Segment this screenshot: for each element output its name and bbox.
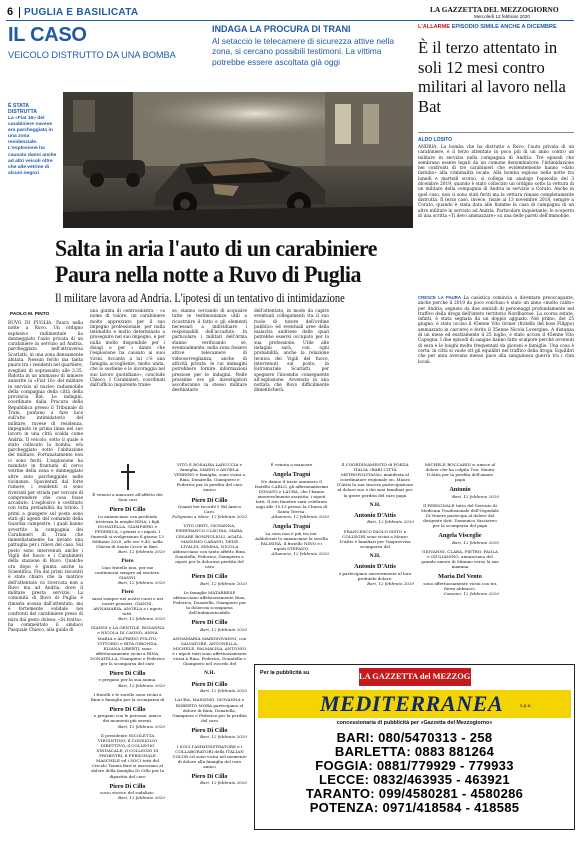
side-article-lead: CRESCE LA PAURA <box>418 295 461 300</box>
ad-intro: Per la pubblicità su <box>260 670 310 676</box>
photo-caption <box>8 103 58 177</box>
obituary-name: Piero Di Cillo <box>191 773 228 781</box>
obituary-notice <box>336 462 414 498</box>
obituary-date: Polignano a Mare, 12 febbraio 2020 <box>172 514 247 520</box>
obituary-date: Bari, 12 febbraio 2020 <box>367 519 414 525</box>
obituary-notice <box>172 744 247 769</box>
side-article-byline: ALDO LOSITO <box>418 137 453 143</box>
obituary-date: Bari, 12 febbraio 2020 <box>200 734 247 740</box>
ad-phone-foggia: FOGGIA: 0881/779929 - 779933 <box>315 758 514 773</box>
obituary-notice <box>172 681 247 694</box>
obituary-name: Piero Di Cillo <box>191 680 228 688</box>
main-subhead: Il militare lavora ad Andria. L'ipotesi di un tentativo di intimidazione <box>55 291 345 305</box>
obituary-notice <box>172 773 247 786</box>
photo-caption-title: È STATA DISTRUTTA <box>8 103 38 115</box>
obituary-text: Il COORDINAMENTO di FORZA ITALIA «BARI CITTÀ METROPOLITANA» manifesta al coordinatore regionale on. Mauro D'Attis la sua sincera partecipazione al dolore suo e dei suoi familiari per la grave perdita del caro papà <box>336 462 414 498</box>
issue-date: Mercoledì 12 febbraio 2020 <box>474 14 530 19</box>
ad-phone-bari: BARI: 080/5470313 - 258 <box>336 730 493 745</box>
obituary-date: Bari, 12 febbraio 2020 <box>118 795 165 801</box>
ad-logo-band <box>258 690 571 718</box>
obituary-name: Piero Di Cillo <box>109 670 146 678</box>
obituary-notice <box>90 589 165 621</box>
section-name: PUGLIA E BASILICATA <box>24 7 139 18</box>
obituary-date: Bari, 12 febbraio 2020 <box>367 581 414 587</box>
obituary-notice <box>172 636 247 667</box>
obituary-col-2 <box>172 462 247 828</box>
obituary-date: Bari, 12 febbraio 2020 <box>200 580 247 586</box>
kicker-subtitle: VEICOLO DISTRUTTO DA UNA BOMBA <box>8 50 176 60</box>
obituary-text: e pregano per la sua anima. <box>98 677 157 683</box>
obituary-date: Bari, 12 febbraio 2020 <box>452 493 499 499</box>
obituary-date: Bari, 12 febbraio 2020 <box>200 780 247 786</box>
side-article-body: ANDRIA. La bomba che ha distrutto a Ruvo, l'auto privata di un carabiniere, è il terzo attentato in poco più di un anno contro un militare in servizio nella compagnia di Andria. Tre episodi che sembrano essere legati da un comune denominatore: l'intimidazione nei confronti di tre carabinieri che evidentemente hanno «dato fastidio» alla criminalità locale. Alla bomba esplosa nella notte tra lunedì e martedì scorso, si collega un analogo l'episodio del 3 dicembre 2019, quando è stato collocato un ordigno sotto la vettura di un militare della compagnia di Andria in servizio a Corato. Anche in quel caso, non ci sono stati feriti ma la vettura rimase completamente distrutta. Il terzo caso, invece, risale al 13 novembre 2018, sempre a Corato, quando è stata data alle fiamme la casa di campagna di un altro militare in servizio ad Andria. Particolare inquietante, lo scoperto di una scritta «Ti devo ammazzare» su una delle pareti dell'immobile. <box>418 145 574 219</box>
obituary-notice <box>172 462 247 493</box>
teaser-text: Al setaccio le telecamere di sicurezza attive nella zona, si cercano possibili testimoni. La vittima potrebbe essere ascoltata già oggi <box>212 36 395 67</box>
obituary-text: LAURA, MASSIMO, GIOVANNA e ROBERTO MORA partecipano al dolore di Rina, Donatella, Giampiero e Federica per la perdita del caro <box>172 697 247 723</box>
side-article-title: È il terzo attentato in soli 12 mesi contro militari al lavoro nella Bat <box>418 38 566 116</box>
obituary-date: Cassano, 12 febbraio 2020 <box>443 591 499 597</box>
obituary-notice <box>90 733 165 779</box>
obituary-notice <box>172 670 247 676</box>
ad-phone-list <box>258 731 571 815</box>
obituary-text: sono affettuosamente vicini con tra fierni abbracci. <box>423 580 497 591</box>
obituary-notice <box>172 523 247 569</box>
obituary-name: N.H. <box>369 501 381 508</box>
obituary-col-4 <box>336 462 414 662</box>
obituary-name: Piero Di Cillo <box>191 573 228 581</box>
obituary-text: VITO E ROSALBA LARUCCIA e famiglia, MARIO e ANGELA VERRINO e famiglia, sono vicini a Rina, Donatella, Giampiero e Federica per la perdita del caro amico <box>174 462 245 493</box>
advertisement <box>254 664 575 830</box>
obituary-notice <box>254 471 329 519</box>
obituary-notice <box>421 486 499 499</box>
obituary-date: Altamura, 12 febbraio 2020 <box>271 551 329 557</box>
main-headline <box>55 236 415 288</box>
alarm-kicker <box>418 24 574 30</box>
obituary-notice <box>90 706 165 729</box>
main-photo <box>63 92 413 228</box>
obituary-text: Ne danno il triste annuncio il fratello CARLO, gli affezionatissimi DONATO e LAURA, che l'hanno amorevolmente assistita, i nipoti tutti. Il rito funebre sarà celebrato oggi alle 15.15 presso la Chiesa di Santa Teresa. <box>255 478 328 515</box>
obituary-date: Bari, 12 febbraio 2020 <box>118 616 165 622</box>
obituary-text: socio storico del sodalizio. <box>100 790 155 796</box>
obituary-text: sarai sempre nei nostri cuori e nei nostri pensieri. GIANNI, ANNAMARIA, ANGELA e i nipoti tutti. <box>91 595 164 617</box>
obituary-name: Piero Di Cillo <box>109 705 146 713</box>
obituary-name: Antonio <box>449 486 471 494</box>
obituary-date: Bari, 12 febbraio 2020 <box>118 682 165 688</box>
kicker-label: IL CASO <box>8 24 87 46</box>
obituary-date: Bari, 12 febbraio 2020 <box>118 549 165 555</box>
obituary-notice <box>90 625 165 666</box>
obituary-col-3 <box>254 462 329 662</box>
obituary-date: Bari, 12 febbraio 2020 <box>200 688 247 694</box>
headline-line-1: Salta in aria l'auto di un carabiniere <box>55 236 378 262</box>
obituary-name: Piero <box>121 558 134 565</box>
obituary-notice <box>336 502 414 508</box>
obituary-text: È venuto a mancare all'affetto dei Suoi cari <box>92 492 163 503</box>
ad-phone-barletta: BARLETTA: 0883 881264 <box>334 744 495 759</box>
obituary-date: Bari, 12 febbraio 2020 <box>118 580 165 586</box>
ad-concessionaria: concessionaria di pubblicità per «Gazzetta del Mezzogiorno» <box>336 720 493 726</box>
obituary-notice <box>90 464 165 502</box>
alarm-text: EPISODIO SIMILE ANCHE A DICEMBRE <box>451 24 557 30</box>
obituary-date: Bari, 12 febbraio 2020 <box>452 539 499 545</box>
obituary-name: Piero Di Cillo <box>191 726 228 734</box>
obituary-text: ANNAMARIA MARIGIOVANNI, con SALVATORE, ANTONELLA, MICHELE, PALMALISA, ANTONIO e i nipoti tutti sono affettuosamente vicini a Rina, Federica, Donatella e Giampiero nel ricordo del <box>172 635 247 667</box>
burnt-car-image <box>63 92 413 228</box>
obituary-notice <box>172 573 247 586</box>
obituary-text: MICHELE BOCCARDI si unisce al dolore che ha colpito l'on. Mauro D'Attis per la perdita dell'amato papà <box>424 462 496 483</box>
obituary-text: La cara non è più tra noi. Addolorati lo annunciano la sorella PALMINA, il fratello NINO e i nipoti STEFANO. <box>255 530 328 552</box>
main-byline: PAOLO M. PINTO <box>10 312 50 317</box>
main-article-col-1: RUVO DI PUGLIA. Paura nella notte a Ruvo. Un ordigno esplosivo rudimentale ha danneggiato l'auto privata di un carabiniere in servizio ad Andria, parcheggiata nell'attraversa Scarlatti, in una zona densamente abitata. Nessun ferito ma tanta paura tra i residenti nel quartiere, svegliati di soprassalto alle 2.35. Ridotta in un ammasso di lamiere annerite la «Fiat 16» del militare in servizio al nucleo radiomobile della compagnia della città della provincia Bat. Le indagini, coordinate dalla Procura della Repubblica presso il Tribunale di Trani, puntano a fare luce sull'atto intimidatorio del militare, ruvese di residenza, impegnato in prima linea nel suo lavoro in una città scalda come Andria. Il veicolo, sotto il quale è stato collocato la bomba, era parcheggiato sotto l'abitazione del militare. Fortunatamente non ci sono feriti. L'esplosione ha mandato in frantumi di cerco vetrine della zona e danneggiato altre auto parcheggiate nelle vicinanze. Spaventati dal forte rumore, i residenti si sono riversati per strada per cercare di comprendere che cosa fosse accaduto. L'esplosivo è costituito con tutta probabilità da tritolo. I primi a giungere sul posto sono stati gli agenti del comando della Guardia campestre, i quali hanno avvertito la compagnia dei Carabinieri di Trani che immediatamente ha inviato una pattuglia per i rilievi del caso. Sul posto sono intervenuti anche i Vigili del fuoco e i Carabinieri della stazione di Ruvo. Qualche ora dopo è giunta anche la Scientifica. Fin dai primi riscontri è stato chiaro che la matrice dell'attentato va ricercata non a Ruvo ma ad Andria, dove il militare presta servizio. La comunità di Ruvo di Puglia è rimasta scossa dall'attentato, ma è fortemente solidale nei confronti del carabiniere preso di mira dai gesto doloso: «Si tratta», ha commentato il sindaco Pasquale Chieco, alla guida di <box>8 321 84 634</box>
side-article-rule <box>418 132 574 133</box>
obituary-notice <box>421 549 499 569</box>
obituary-notice <box>254 462 329 467</box>
obituary-text: VITO GRITI, GIOVANNA, PIERFRANCO CLAUDIA, MARA, CESARE BONFIGLIOLI, AGATA, MASSIMO CARANO, DEDÉ LIVALDI, MIMMA, NICOLA abbracciano con tanto affetto Rina, Donatella, Federica, Giampiero e nipoti per la dolorosa perdita del caro <box>172 523 247 570</box>
teaser-box <box>212 24 408 88</box>
obituary-name: Maria Del Vento <box>438 573 482 581</box>
obituary-cross-icon <box>119 464 137 490</box>
ad-phone-potenza: POTENZA: 0971/418584 - 418585 <box>309 800 520 815</box>
obituary-name: Angela Visceglie <box>438 532 482 540</box>
obituary-notice <box>90 783 165 801</box>
obituary-text: I fratelli e le sorelle sono vicini a Rina e famiglia per la scomparsa di <box>90 691 165 702</box>
obituary-notice <box>421 573 499 596</box>
obituary-notice <box>421 532 499 545</box>
obituary-text: Le famiglie MATARRESE abbracciano affettuosamente Rina, Federica, Donatella, Giampiero per la dolorosa scomparsa dell'indimenticabile <box>172 589 247 616</box>
obituary-notice <box>172 727 247 740</box>
obituary-notice <box>172 497 247 520</box>
obituary-name: Piero Di Cillo <box>191 496 228 504</box>
ad-phone-taranto: TARANTO: 099/4580281 - 4580286 <box>305 786 524 801</box>
obituary-notice <box>336 529 414 549</box>
main-article-col-2: una giunta di centrosinistra - «a nome di valore, un carabiniere molto apprezzato per il suo impegno professionale, per nulla intimidito e molto determinato a proseguire nel suo impegno, e per nulla molto disponibile per i disagi e per i danni che l'esplosione ha causato ai suoi vicini. Accanto a lui c'è una famiglia accogliente, molto unita, che lo sostiene e lo incoraggia nel suo lavoro quotidiano», conclude Chieco. I Carabinieri, coordinati dall'ufficio inquirente trane- <box>90 309 165 389</box>
obituary-name: Antonio D'Attis <box>354 512 396 520</box>
side-article-body-2 <box>418 295 574 415</box>
headline-line-2: Paura nella notte a Ruvo di Puglia <box>55 262 362 288</box>
obituary-text: Quanti bei ricordi!!! Rif Amico Caro. <box>177 503 242 515</box>
obituary-col-5 <box>421 462 499 662</box>
obituary-date: Bari, 12 febbraio 2020 <box>200 626 247 632</box>
obituary-name: Piero Di Cillo <box>109 782 146 790</box>
obituary-text: GIOVANNI, CLARA, PIETRO, PAOLA e GIULIANINO, annunciano del grande amore di Mimmo verso la sua mamma <box>421 549 499 570</box>
obituary-text: FRANCESCO PAOLO SISTO e COLLEGHI sono vicini a Mauro D'Attis e familiari per l'improvvisa scomparsa del <box>339 528 411 549</box>
obituary-date: Altamura, 12 febbraio 2020 <box>271 514 329 520</box>
obituary-name: N.H. <box>204 670 215 677</box>
alarm-label: L'ALLARME <box>418 24 451 30</box>
obituary-notice <box>172 697 247 722</box>
page-header <box>6 4 574 20</box>
obituary-name: N.H. <box>369 553 381 560</box>
photo-caption-text: La «Fiat 16» del carabiniere navese era parcheggiata in una zona residenziale. L'esplosione ha causato danni anche ad altri veicoli oltre che alle vetrine di alcuni negozi <box>8 116 57 176</box>
obituary-text: e pregano con le persone, amico dei momenti più sereni. <box>93 713 162 724</box>
obituary-text: Ciao fratello mio, per me continuerai sempre ad esistere. GIANNI. <box>94 564 161 581</box>
obituary-name: Angela Tragni <box>272 523 311 531</box>
obituary-notice <box>421 503 499 528</box>
obituary-date: Bari, 12 febbraio 2020 <box>118 723 165 729</box>
obituary-notice <box>172 619 247 632</box>
side-article <box>418 24 574 424</box>
obituary-text: e partecipano sinceramente al loro profondo dolore. <box>338 570 412 581</box>
obituary-text: È venuta a mancare <box>270 462 313 467</box>
obituary-notice <box>90 558 165 585</box>
masthead: LA GAZZETTA DEL MEZZOGIORNO <box>430 5 559 14</box>
side-article-body-2-text: La casistica comincia a diventare preoccupante, anche perché il 2019 da poco concluso è stato un anno «molto caldo» per Andria, segnato da due omicidi di personaggi profondamente nel traffico della droga dell'intero territorio Nordbarese. La scorsa estate, infatti, è stata segnata da un doppio agguato. Nel primo, del 25 giugno, è stato ucciso il 45enne Vito Griner (fratello del boss Filippo) ammazzato in carcere) e ferito il 35enne Nicola Lovergine. A distanza di un mese ed esattamente il 25 luglio, è stato ucciso il 45enne Vito Capogna. I due episodi di sangue hanno fatto scalpore perché avvenuti di sera e le luoghi molto frequentati da giovani e famiglie. Una cosa è certa: in città si vuole ott gli equilibri nel traffico della droga. Equilibri che per anni avevano messo pace alla sanguinosa guerra tra i clan locali. <box>418 296 574 365</box>
obituary-name: Piero Di Cillo <box>191 619 228 627</box>
obituary-name: Antonio D'Attis <box>354 563 396 571</box>
obituary-text: GIANNI e LA GENTILE, ROSANNA e NICOLA DI CAGNO, ANNA MARIA e ALFREDO POLITO, VITTORIO e RITA GIRONDA, ELIANA LIBERTI, sono affettuosamente vicini a RINA, DONATELLA, Giampiero e Federica per la scomparsa del caro <box>90 625 165 666</box>
obituary-text: Il PERSONALE tutto del Servizio di Medicina Trasfusionale dell'Ospedale Di Venere partecipa al dolore del dirigente dott. Domenico Vasciaveo per la scomparsa del papà <box>421 502 499 529</box>
obituary-notice <box>421 462 499 482</box>
obituary-text: Lo annunciano con profondo tristezza la moglie RINA, i figli DONATELLA, GIAMPIERO e FEDERICA, i generi e i nipoti. I funerali si svolgeranno il giorno 13 febbraio 2020, alle ore 9.45, nella Chiesa di Santa Croce in Bari. <box>91 513 164 550</box>
obituary-notice <box>336 563 414 586</box>
ad-phone-lecce: LECCE: 0832/463935 - 463921 <box>319 772 510 787</box>
header-separator <box>19 7 20 18</box>
header-rule <box>6 20 574 21</box>
teaser-title: INDAGA LA PROCURA DI TRANI <box>212 24 351 34</box>
obituary-notice <box>336 512 414 525</box>
obituary-notice <box>90 692 165 702</box>
page-number: 6 <box>7 6 14 18</box>
main-article-col-4: dell'attentato, in modo da capire eventuali collegamenti tra il suo ruolo di tutore dell'ordine pubblico ed eventuali aree della malavita andriese delle quali potrebbe essersi occupato per la sua professione. Utile alle indagini sarà, con ogni probabilità, anche la relazione tecnica dei Vigili del fuoco, intervenuti sul posto, in Estramurale Scarlatti, per spegnere l'incendio conseguente all'esplosione. Avvenuta in una nottata che Ruvo difficilmente dimenticherà. <box>254 309 329 394</box>
obituary-notice <box>336 553 414 559</box>
obituary-text: I SOCI l'AMMINISTRATORE e i COLLABORATORI della ITALIAN COLOR srl sono vicini nel momento di dolore alla famiglia del caro amico <box>172 743 247 769</box>
obituary-notice <box>90 670 165 688</box>
ad-brand-name: MEDITERRANEA <box>320 691 504 716</box>
obituary-notice <box>172 590 247 615</box>
obituary-name: Piero <box>121 589 134 596</box>
main-article-col-3: se, stanno cercando di acquisire tutte le testimonianze utili a ricostruire il fatto e gli elementi necessari a individuare i responsabili dell'accaduto. In particolare, i militari dell'Arma stanno verificando se, eventualmente, nella zona fossero attive telecamere di videosorveglianza, anche di attività private, le cui immagini potrebbero fornire informazioni preziose per le indagini. Nelle prossime ore gli investigatori ascolteranno la stesso militare destinatario <box>172 309 247 394</box>
obituary-name: Angela Tragni <box>272 471 311 479</box>
obituary-col-1 <box>90 462 165 828</box>
obituary-name: Piero Di Cillo <box>109 506 146 514</box>
ad-brand-banner: LA GAZZETTA del MEZZOGIORNO <box>359 668 471 686</box>
ad-brand-suffix: s.p.a. <box>520 704 532 709</box>
obituary-notice <box>254 523 329 556</box>
obituary-notice <box>90 506 165 554</box>
obituary-text: Il presidente NICOLETTA VIRGINTINO, il CONSIGLIO DIRETTIVO, il COLLEGIO SINDACALE, il COLLEGIO DI PROBIVIRI, il PERSONALE MASCHILE ed i SOCI tutti del Circolo Tennis Bari si associano al dolore della famiglia Di Cillo per la dipartita del caro <box>91 732 164 779</box>
